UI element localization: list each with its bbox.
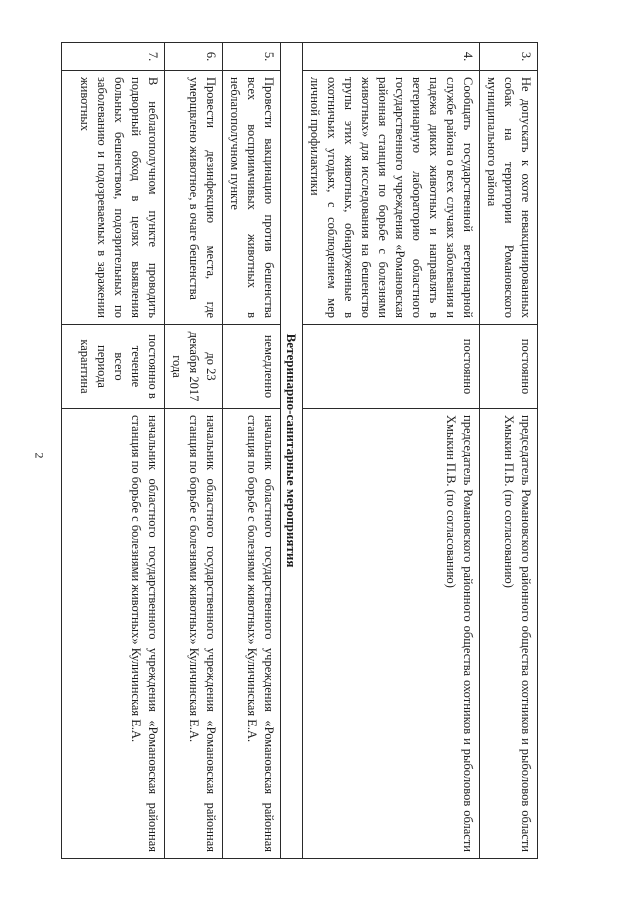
- row-number: 5.: [223, 43, 281, 71]
- section-title: Ветеринарно-санитарные мероприятия: [281, 43, 303, 859]
- table-row: [303, 43, 480, 859]
- row-term: постоянно: [303, 325, 480, 409]
- row-responsible: начальник областного государственного учреждения «Романовская районная станция по борьбе с болезнями животных» Куличинская Е.А.: [165, 409, 223, 859]
- row-action: В неблагополучном пункте проводить подворный обход в целях выявления больных бешенством, подозрительных по заболеванию и подозреваемых в заражении животных: [62, 71, 165, 325]
- row-term: немедленно: [223, 325, 281, 409]
- table-row: [223, 43, 281, 859]
- section-header-row: [281, 43, 303, 859]
- row-number: 7.: [62, 43, 165, 71]
- row-responsible: начальник областного государственного учреждения «Романовская районная станция по борьбе с болезнями животных» Куличинская Е.А.: [62, 409, 165, 859]
- table-row: [62, 43, 165, 859]
- table-row: [165, 43, 223, 859]
- row-term: постоянно: [480, 325, 538, 409]
- row-term: до 23 декабря 2017 года: [165, 325, 223, 409]
- row-term: постоянно в течение всего периода карантина: [62, 325, 165, 409]
- row-responsible: начальник областного государственного учреждения «Романовская районная станция по борьбе с болезнями животных» Куличинская Е.А.: [223, 409, 281, 859]
- row-responsible: председатель Романовского районного общества охотников и рыболовов области Хмыкин П.В. (по согласованию): [480, 409, 538, 859]
- row-number: 3.: [480, 43, 538, 71]
- rotated-table-container: [78, 42, 538, 858]
- row-number: 4.: [303, 43, 480, 71]
- page-number: 2: [32, 452, 47, 459]
- row-responsible: председатель Романовского районного общества охотников и рыболовов области Хмыкин П.В. (по согласованию): [303, 409, 480, 859]
- row-number: 6.: [165, 43, 223, 71]
- row-action: Не допускать к охоте невакцинированных собак на территории Романовского муниципального района: [480, 71, 538, 325]
- row-action: Сообщать государственной ветеринарной службе района о всех случаях заболевания и падежа диких животных и направлять в ветеринарную лабораторию областного государственного учреждения «Романовская районная станция по борьбе с болезнями животных» для исследования на бешенство трупы этих животных, обнаруженные в охотничьих угодьях, с соблюдением мер личной профилактики: [303, 71, 480, 325]
- table-row: [480, 43, 538, 859]
- row-action: Провести дезинфекцию места, где умерщвлено животное, в очаге бешенства: [165, 71, 223, 325]
- row-action: Провести вакцинацию против бешенства всех восприимчивых животных в неблагополучном пункте: [223, 71, 281, 325]
- measures-table: [61, 42, 538, 859]
